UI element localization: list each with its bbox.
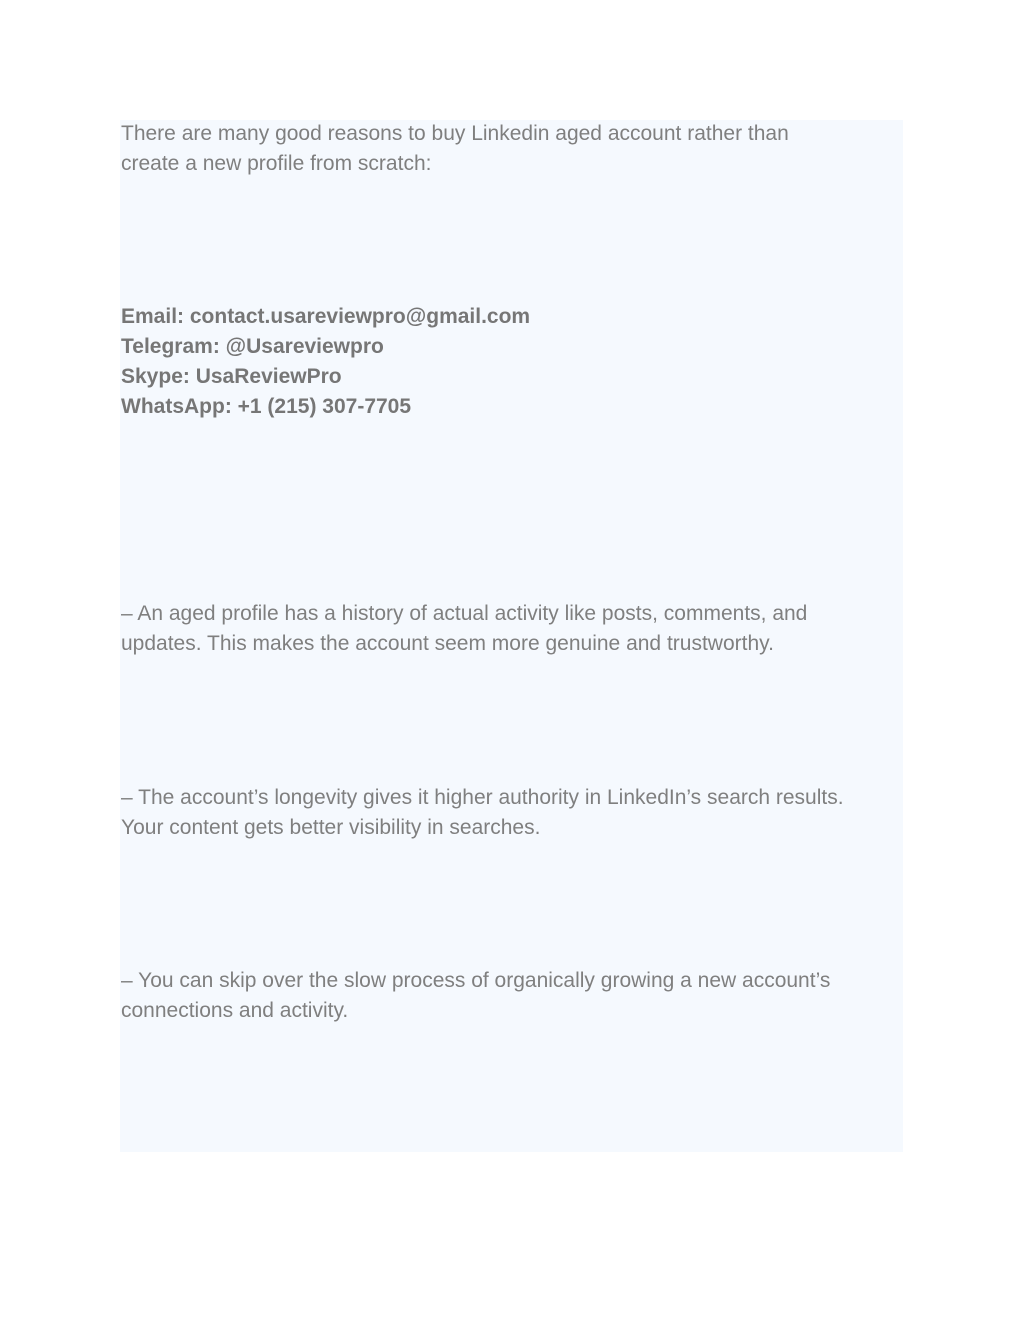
contact-telegram: Telegram: @Usareviewpro [121, 335, 384, 358]
point-2-line-1: – The account’s longevity gives it higher authority in LinkedIn’s search results. [121, 786, 844, 809]
intro-line-2: create a new profile from scratch: [121, 152, 432, 175]
intro-line-1: There are many good reasons to buy Linkedin aged account rather than [121, 122, 789, 145]
point-3-line-1: – You can skip over the slow process of organically growing a new account’s [121, 969, 831, 992]
point-2-line-2: Your content gets better visibility in searches. [121, 816, 541, 839]
contact-email: Email: contact.usareviewpro@gmail.com [121, 305, 531, 328]
point-skip-growth [121, 966, 911, 1026]
point-aged-history [121, 599, 911, 659]
point-1-line-2: updates. This makes the account seem more genuine and trustworthy. [121, 632, 774, 655]
point-longevity [121, 783, 911, 843]
contact-whatsapp: WhatsApp: +1 (215) 307-7705 [121, 395, 412, 418]
contact-skype: Skype: UsaReviewPro [121, 365, 342, 388]
contact-block [121, 302, 530, 422]
point-1-line-1: – An aged profile has a history of actual activity like posts, comments, and [121, 602, 808, 625]
point-3-line-2: connections and activity. [121, 999, 349, 1022]
intro-paragraph [121, 119, 911, 179]
